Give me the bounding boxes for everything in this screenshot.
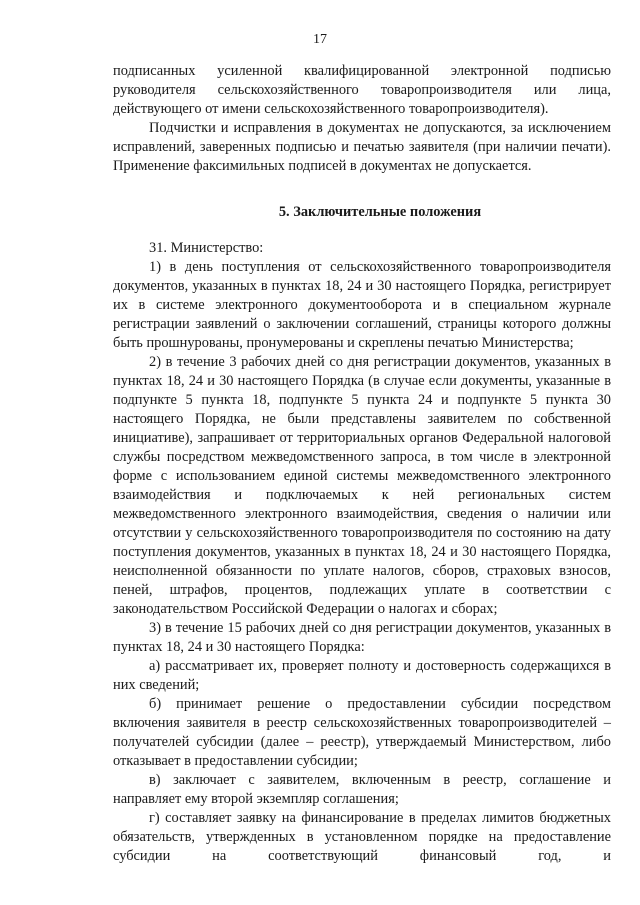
item-31-3: 3) в течение 15 рабочих дней со дня регистрации документов, указанных в пунктах 18, 24 и 30 настоящего Порядка:: [113, 620, 611, 655]
item-31: 31. Министерство:: [149, 240, 264, 256]
paragraph-corrections: Подчистки и исправления в документах не допускаются, за исключением исправлений, заверенных подписью и печатью заявителя (при наличии печати). Применение факсимильных подписей в документах не допускается.: [113, 120, 611, 174]
item-31-3-v: в) заключает с заявителем, включенным в реестр, соглашение и направляет ему второй экземпляр соглашения;: [113, 772, 611, 807]
item-31-1: 1) в день поступления от сельскохозяйственного товаропроизводителя документов, указанных в пунктах 18, 24 и 30 настоящего Порядка, регистрирует их в системе электронного документооборота и в специальном журнале регистрации заявлений о заключении соглашений, страницы которого должны быть прошнурованы, пронумерованы и скреплены печатью Министерства;: [113, 259, 611, 351]
paragraph-continuation: подписанных усиленной квалифицированной электронной подписью руководителя сельскохозяйственного товаропроизводителя или лица, действующего от имени сельскохозяйственного товаропроизводителя).: [113, 63, 611, 117]
item-31-3-a: а) рассматривает их, проверяет полноту и достоверность содержащихся в них сведений;: [113, 658, 611, 693]
item-31-2: 2) в течение 3 рабочих дней со дня регистрации документов, указанных в пунктах 18, 24 и 30 настоящего Порядка (в случае если документы, указанные в подпункте 5 пункта 18, подпункте 5 пункта 24 и подпункте 5 пункта 30 настоящего Порядка, не были представлены заявителем по собственной инициативе), запрашивает от территориальных органов Федеральной налоговой службы посредством межведомственного запроса, в том числе в электронной форме с использованием единой системы межведомственного электронного взаимодействия и подключаемых к ней региональных систем межведомственного электронного взаимодействия, сведения о наличии или отсутствии у сельскохозяйственного товаропроизводителя по состоянию на дату поступления документов, указанных в пунктах 18, 24 и 30 настоящего Порядка, неисполненной обязанности по уплате налогов, сборов, страховых взносов, пеней, штрафов, процентов, подлежащих уплате в соответствии с законодательством Российской Федерации о налогах и сборах;: [113, 354, 611, 617]
item-31-3-b: б) принимает решение о предоставлении субсидии посредством включения заявителя в реестр сельскохозяйственных товаропроизводителей – получателей субсидии (далее – реестр), утверждаемый Министерством, либо отказывает в предоставлении субсидии;: [113, 696, 611, 769]
document-body: [113, 62, 611, 866]
page-number: 17: [313, 32, 327, 47]
section-heading: 5. Заключительные положения: [278, 204, 482, 220]
item-31-3-g: г) составляет заявку на финансирование в пределах лимитов бюджетных обязательств, утвержденных в установленном порядке на предоставление субсидии на соответствующий финансовый год, и: [113, 810, 611, 864]
